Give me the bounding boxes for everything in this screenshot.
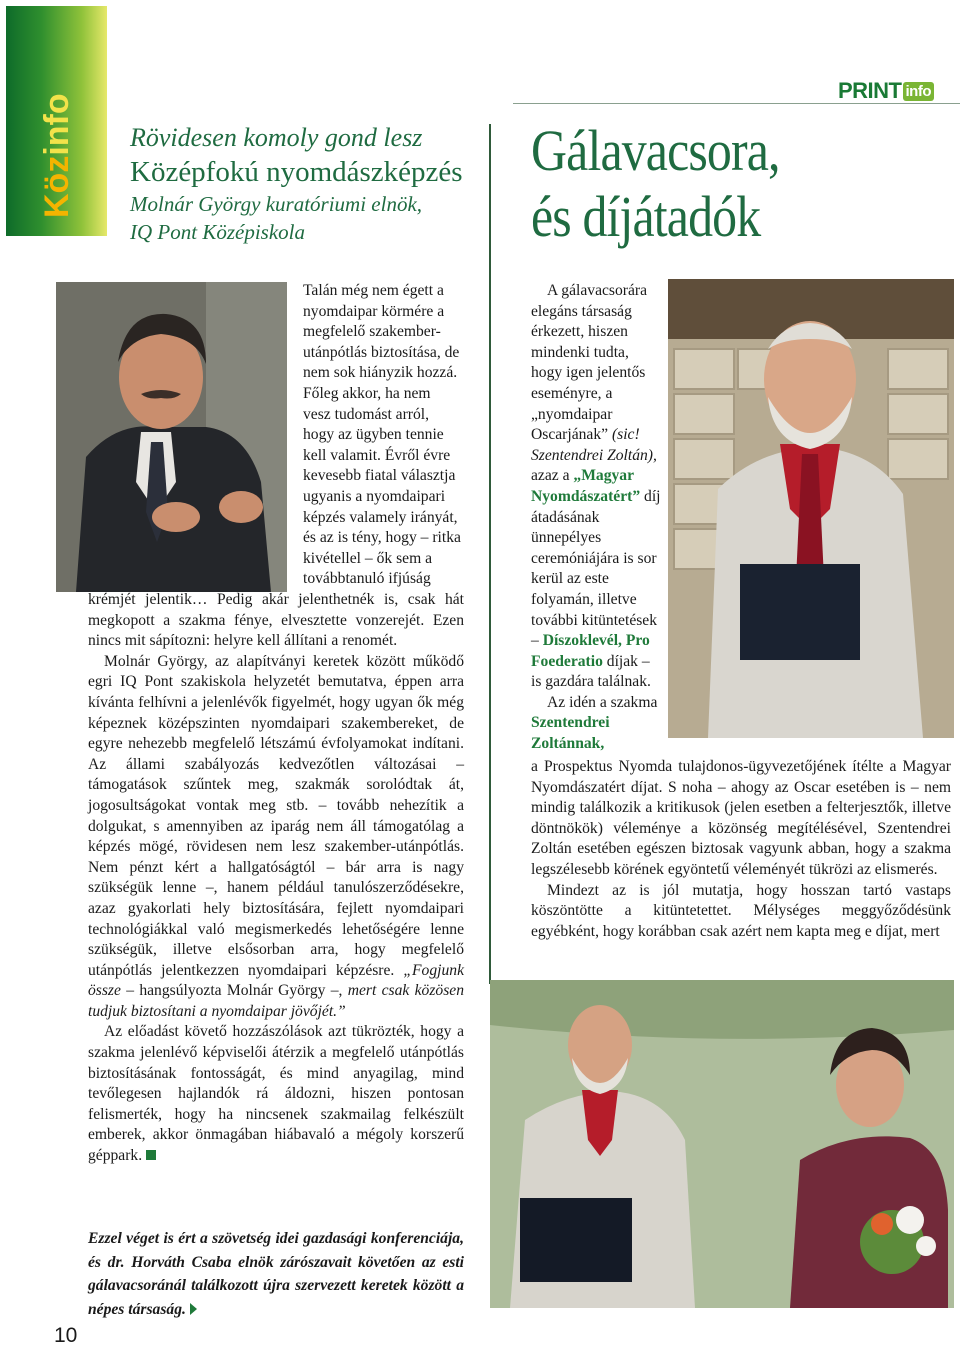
continue-arrow-icon <box>190 1303 197 1315</box>
paragraph: Molnár György, az alapítványi keretek között működő egri IQ Pont szakiskola helyzetét bemutatva, éppen arra kívánta felhívni a jelenlévők figyelmét, hogy ugyan ők még képeznek középszinten nyomdaipari szakembereket, de egyre nehezebb megfelelő létszámú évfolyamokat indítani. Az állami szabályozás kedvezőtlen változásai – támogatások szűntek meg, szakmák sorolódtak át, jogosultságokat vontak meg stb. – tovább nehezítik a dolgukat, s amennyiben az iparág nem áll támogatólag a képzés mögé, rövidesen nem lesz szakember-utánpótlás. Nem pénzt kért a hallgatóságtól – bár arra is nagy szükségük lenne –, hanem például tanulószerződésekre, azaz gyakorlati hely biztosítására, fejlett nyomdaipari technológiákkal való megismerkedés lehetőségére lenne szükségük, illetve elsősorban arra, hogy megfelelő utánpótlás jelentkezzen nyomdaipari képzésre. „Fogjunk össze – hangsúlyozta Molnár György –, mert csak közösen tudjuk biztosítani a nyomdaipar jövőjét.” <box>88 652 464 1020</box>
paragraph: Az előadást követő hozzászólások azt tükrözték, hogy a szakma jelenlévő képviselői átérzik a megfelelő utánpótlás biztosításának fontosságát, és mind anyagilag, mind tevőlegesen hajlandók rá áldozni, hiszen pontosan felismerték, hogy ha nincsenek szakmailag felkészült emberek, akkor önmagában hiábavaló a mégoly korszerű géppark. <box>88 1023 464 1165</box>
paragraph: krémjét jelentik… Pedig akár jelenthetnék is, csak hát megkopott a szakma fénye, elvesztette vonzerejét. Ezen nincs mit sápítozni: helyre kell állítani a renomét. <box>88 591 464 650</box>
photo-award-winner <box>668 279 954 738</box>
article-title: Középfokú nyomdászképzés <box>130 156 463 188</box>
photo-winner-with-guest <box>490 980 954 1308</box>
closing-note: Ezzel véget is ért a szövetség idei gazdasági konferenciája, és dr. Horváth Csaba elnök zárószavait követően az esti gálavacsoránál találkozott újra szervezett keretek között a népes társaság. <box>88 1230 464 1318</box>
left-intro-text: Talán még nem égett a nyomdaipar körmére a megfelelő szakember-utánpótlás biztosítása, de nem sok hiányzik hozzá. Főleg akkor, ha nem vesz tudomást arról, hogy az ügyben tennie kell valamit. Évről évre kevesebb fiatal választja ugyanis a nyomdaipari képzés valamely irányát, és az is tény, hogy – ritka kivétellel – ők sem a továbbtanuló ifjúság <box>303 282 461 588</box>
paragraph: Mindezt az is jól mutatja, hogy hosszan tartó vastaps köszöntötte a kitüntetettet. Mélységes meggyőződésünk egyébként, hogy korábban csak azért nem kapta meg e díjat, mert <box>531 881 951 940</box>
photo-speaker <box>56 282 287 592</box>
right-intro-text: A gálavacsorára elegáns társaság érkezett, hiszen mindenki tudta, hogy igen jelentős eseményre, a „nyomdaipar Oscarjának” (sic! Szentendrei Zoltán), azaz a „Magyar Nyomdászatért” díj átadásának ünnepélyes ceremóniájára is sor kerül az este folyamán, illetve további kitüntetések – Díszoklevél, Pro Foederatio díjak – is gazdára találnak. Az idén a szakma Szentendrei Zoltánnak, <box>531 282 661 753</box>
article-kicker: Rövidesen komoly gond lesz <box>130 123 423 152</box>
section-tab-kozinfo <box>6 6 107 236</box>
article-org: IQ Pont Középiskola <box>130 220 305 244</box>
end-mark-icon <box>146 1150 156 1160</box>
right-body-text <box>531 757 951 942</box>
page-number: 10 <box>54 1324 78 1347</box>
header-rule <box>513 103 960 104</box>
right-article-title: Gálavacsora, és díjátadók <box>531 118 780 249</box>
printinfo-logo: PRINT info <box>838 78 934 104</box>
couple-illustration <box>490 980 954 1308</box>
award-winner-illustration <box>668 279 954 738</box>
column-divider <box>489 124 491 984</box>
left-article-header <box>130 122 480 246</box>
section-tab-label: Közinfo <box>38 93 76 218</box>
article-author: Molnár György kuratóriumi elnök, <box>130 192 423 216</box>
speaker-illustration <box>56 282 287 592</box>
paragraph: a Prospektus Nyomda tulajdonos-ügyvezetőjének ítélte a Magyar Nyomdászatért díjat. S noha – ahogy az Oscar esetében is – nem mindig találkozik a kritikusok (jelen esetben a felterjesztők, illetve döntnökök) véleménye a közönség megítélésével, Szentendrei Zoltán esetében egészen biztosak vagyunk abban, hogy a szakma legszélesebb körének egyöntetű véleményét tükrözi az elismerés. <box>531 758 951 878</box>
left-body-text <box>88 590 464 1167</box>
